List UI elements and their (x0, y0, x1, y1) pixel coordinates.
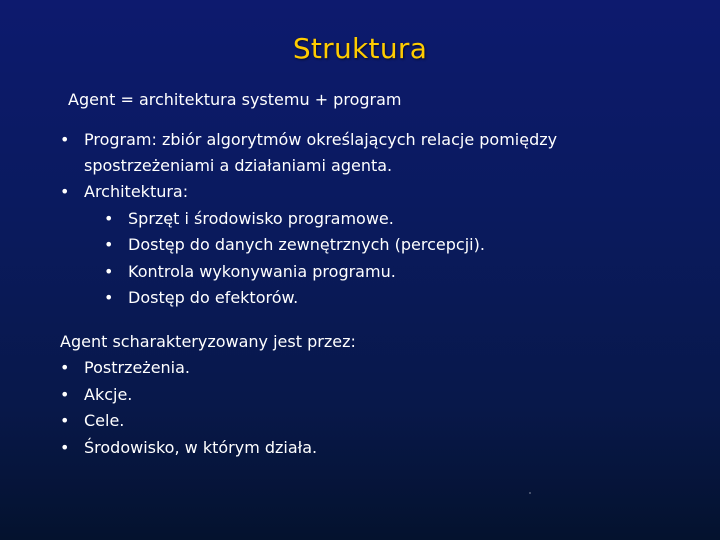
list-item: • Postrzeżenia. (60, 355, 317, 382)
characteristics-list (60, 355, 317, 461)
sublist-item: • Kontrola wykonywania programu. (104, 259, 620, 286)
decorative-dot (529, 492, 531, 494)
agent-formula: Agent = architektura systemu + program (68, 90, 402, 109)
list-item: • Cele. (60, 408, 317, 435)
architecture-sublist (84, 206, 620, 312)
list-item-text: Architektura: (84, 182, 189, 201)
list-item-program (60, 127, 620, 179)
section-heading: Agent scharakteryzowany jest przez: (60, 332, 356, 351)
sublist-item: • Dostęp do danych zewnętrznych (percepcji). (104, 232, 620, 259)
sublist-item: • Dostęp do efektorów. (104, 285, 620, 312)
slide-title: Struktura (292, 32, 428, 65)
list-item-architecture (60, 179, 620, 312)
list-item: • Środowisko, w którym działa. (60, 435, 317, 462)
list-item: • Akcje. (60, 382, 317, 409)
definition-list (60, 127, 620, 312)
list-item-text: Program: zbiór algorytmów określających relacje pomiędzy spostrzeżeniami a działaniami agenta. (84, 130, 558, 175)
sublist-item: • Sprzęt i środowisko programowe. (104, 206, 620, 233)
